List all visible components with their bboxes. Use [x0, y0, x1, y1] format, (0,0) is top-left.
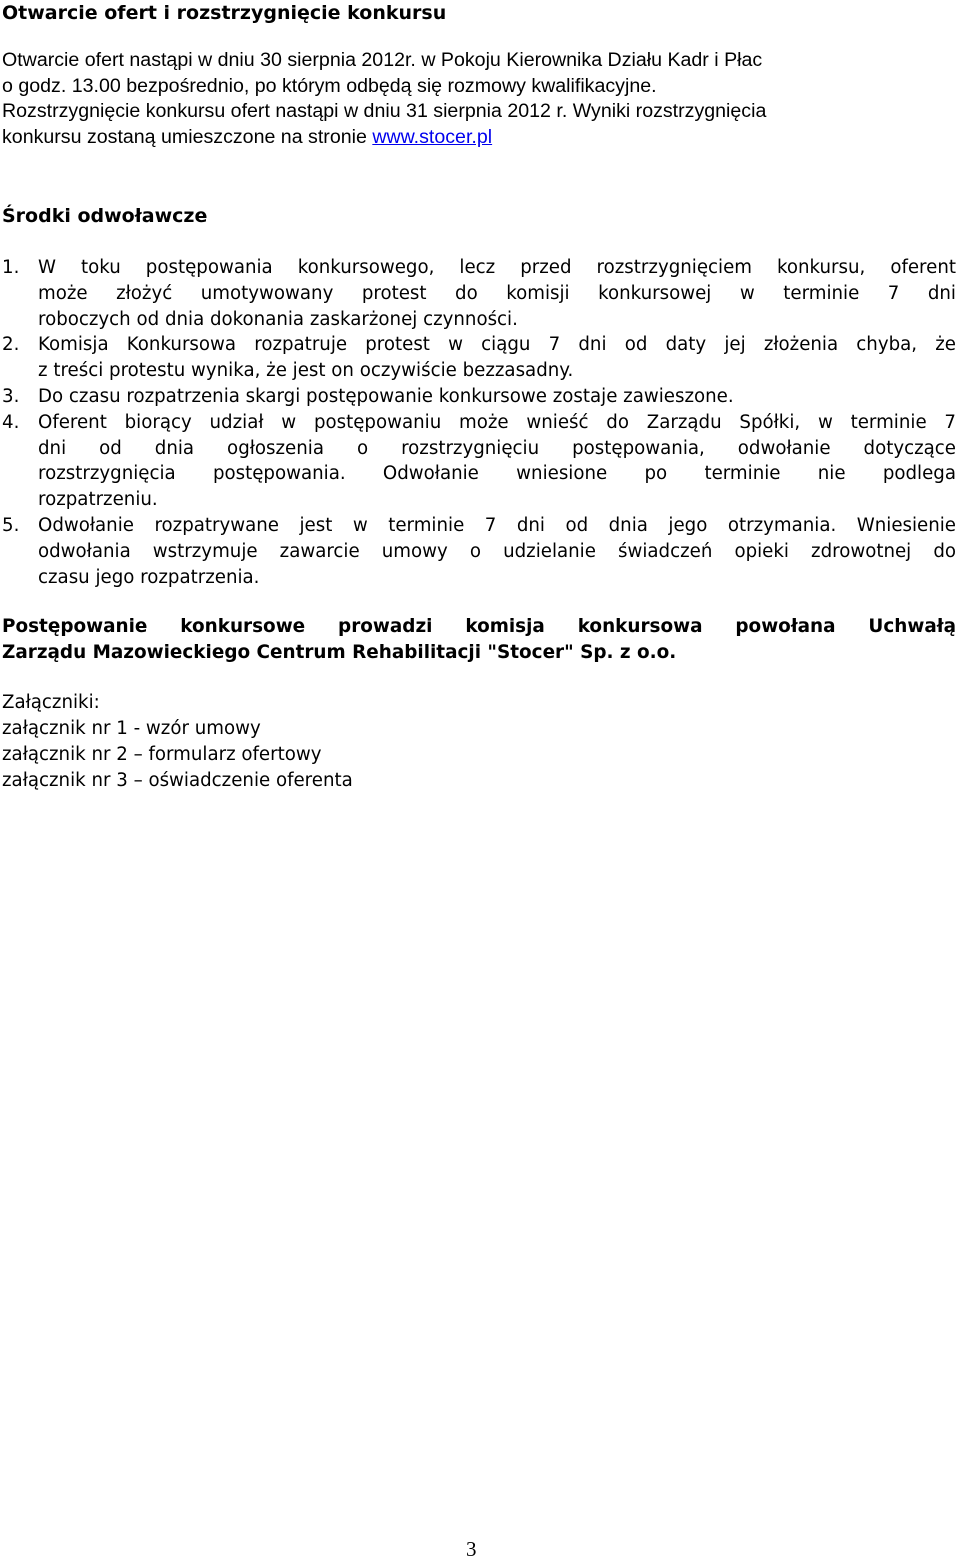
list-item	[0, 410, 956, 513]
intro-line	[2, 125, 957, 151]
list-item-number: 4.	[2, 411, 20, 433]
intro-line-text: konkursu zostaną umieszczone na stronie	[2, 125, 373, 148]
attachments-label: Załączniki:	[2, 692, 100, 713]
list-item-line: rozstrzygnięcia postępowania. Odwołanie wniesione po terminie nie podlega	[38, 463, 956, 485]
list-item-number: 2.	[2, 334, 20, 356]
list-item-line: dni od dnia ogłoszenia o rozstrzygnięciu postępowania, odwołanie dotyczące	[38, 437, 956, 459]
list-item-number: 1.	[2, 257, 20, 278]
list-item-line: W toku postępowania konkursowego, lecz przed rozstrzygnięciem konkursu, oferent	[38, 257, 956, 278]
list-item-line: może złożyć umotywowany protest do komisji konkursowej w terminie 7 dni	[38, 282, 956, 304]
website-link[interactable]: www.stocer.pl	[372, 125, 493, 148]
section-heading-appeals: Środki odwoławcze	[2, 205, 208, 227]
closing-line: Postępowanie konkursowe prowadzi komisja konkursowa powołana Uchwałą	[2, 616, 956, 637]
list-item-line: Do czasu rozpatrzenia skargi postępowanie konkursowe zostaje zawieszone.	[38, 385, 734, 407]
section-heading-opening: Otwarcie ofert i rozstrzygnięcie konkursu	[2, 2, 447, 24]
intro-paragraph	[2, 48, 957, 150]
page-number: 3	[466, 1537, 477, 1561]
intro-line: Otwarcie ofert nastąpi w dniu 30 sierpnia 2012r. w Pokoju Kierownika Działu Kadr i Płac	[2, 49, 763, 71]
appeals-list	[0, 255, 956, 590]
list-item	[0, 332, 956, 384]
list-item-line: Oferent biorący udział w postępowaniu może wnieść do Zarządu Spółki, w terminie 7	[38, 411, 956, 433]
intro-line: Rozstrzygnięcie konkursu ofert nastąpi w dniu 31 sierpnia 2012 r. Wyniki rozstrzygnięcia	[2, 100, 767, 122]
list-item	[0, 384, 956, 410]
list-item	[0, 255, 956, 332]
list-item-number: 5.	[2, 514, 20, 536]
list-item-line: czasu jego rozpatrzenia.	[38, 566, 260, 588]
list-item-line: Komisja Konkursowa rozpatruje protest w ciągu 7 dni od daty jej złożenia chyba, że	[38, 334, 956, 356]
list-item-line: z treści protestu wynika, że jest on oczywiście bezzasadny.	[38, 360, 574, 382]
list-item-line: odwołania wstrzymuje zawarcie umowy o udzielanie świadczeń opieki zdrowotnej do	[38, 540, 956, 562]
intro-line: o godz. 13.00 bezpośrednio, po którym odbędą się rozmowy kwalifikacyjne.	[2, 74, 657, 97]
attachment-item: załącznik nr 1 - wzór umowy	[2, 718, 261, 739]
list-item-line: roboczych od dnia dokonania zaskarżonej czynności.	[38, 308, 518, 330]
closing-statement	[2, 614, 956, 666]
list-item-number: 3.	[2, 385, 20, 407]
closing-line: Zarządu Mazowieckiego Centrum Rehabilitacji "Stocer" Sp. z o.o.	[2, 642, 677, 663]
attachment-item: załącznik nr 2 – formularz ofertowy	[2, 744, 322, 765]
attachment-item: załącznik nr 3 – oświadczenie oferenta	[2, 770, 353, 791]
attachments-block	[2, 690, 353, 794]
list-item	[0, 513, 956, 590]
list-item-line: Odwołanie rozpatrywane jest w terminie 7 dni od dnia jego otrzymania. Wniesienie	[38, 514, 956, 536]
list-item-line: rozpatrzeniu.	[38, 489, 158, 511]
